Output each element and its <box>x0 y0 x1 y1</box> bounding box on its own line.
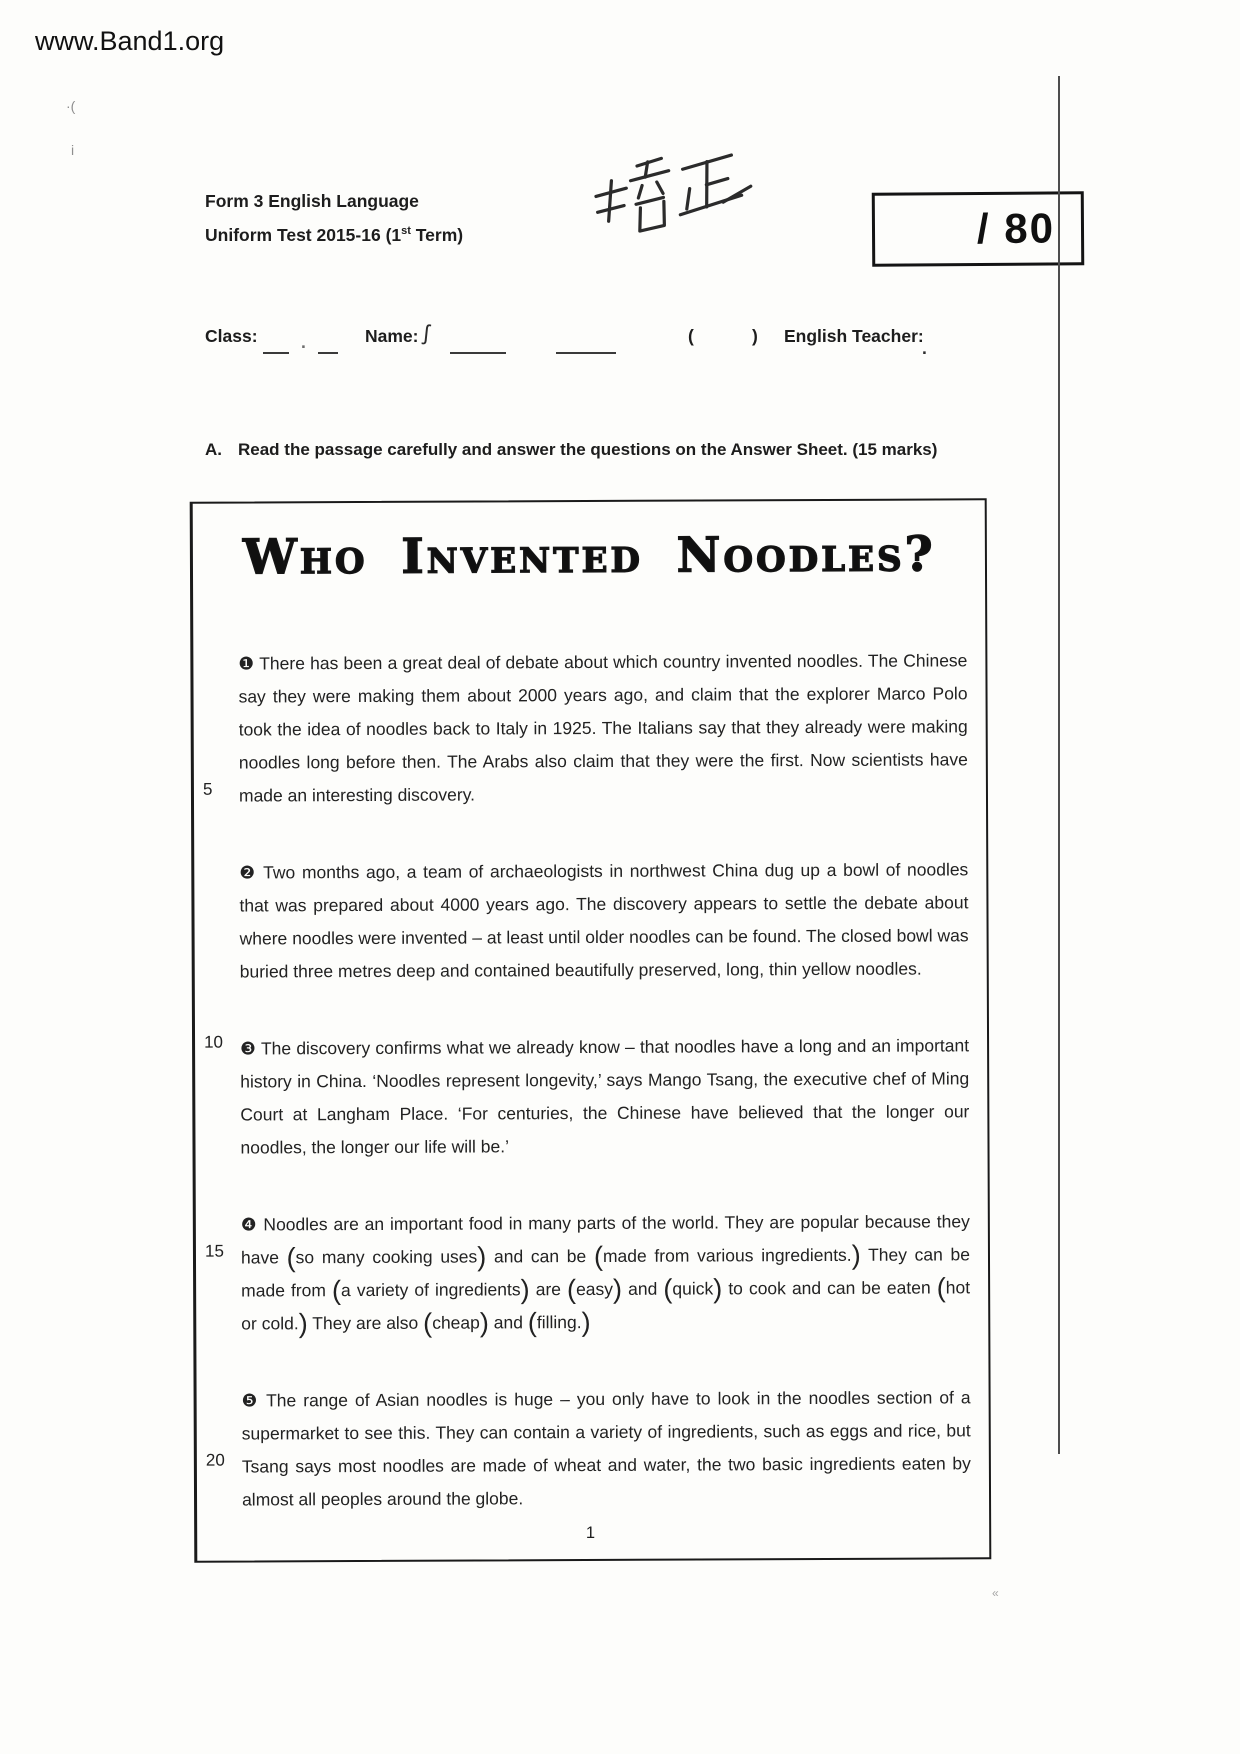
section-a-instruction <box>205 440 937 460</box>
scan-speck: . <box>301 332 306 352</box>
scan-speck: ·( <box>66 98 76 114</box>
class-number-bracket-close: ) <box>752 326 758 346</box>
form-title <box>205 186 463 250</box>
form-title-line2-text: Uniform Test 2015-16 (1 <box>205 224 402 245</box>
margin-line-number-20: 20 <box>205 1450 225 1470</box>
class-label: Class: <box>205 326 258 346</box>
class-blank-1 <box>263 352 289 354</box>
paragraph-text: ❺ The range of Asian noodles is huge – you only have to look in the noodles section of a supermarket to see this. They can contain a variety of ingredients, such as eggs and rice, but Tsang says most noodles are made of wheat and water, the two basic ingredients eaten by almost all peoples around the globe. <box>241 1387 971 1510</box>
page-number: 1 <box>585 1524 596 1542</box>
scan-edge-line <box>1058 76 1060 1454</box>
passage-paragraph-5 <box>205 1381 972 1516</box>
score-box <box>872 191 1085 266</box>
margin-line-number-5: 5 <box>202 779 213 799</box>
teacher-label: English Teacher: <box>784 326 924 346</box>
handwritten-chinese-annotation <box>592 150 762 255</box>
margin-line-number-10: 10 <box>204 1032 224 1052</box>
name-blank-2 <box>556 352 616 354</box>
section-letter: A. <box>205 440 222 459</box>
form-title-line1: Form 3 English Language <box>205 191 419 211</box>
scan-speck: « <box>992 1586 999 1600</box>
handwritten-teacher-dot: . <box>922 338 927 358</box>
score-total-text: / 80 <box>976 204 1056 253</box>
watermark-url: www.Band1.org <box>35 26 225 56</box>
scan-speck: i <box>71 142 75 158</box>
margin-line-number-15: 15 <box>204 1241 224 1261</box>
class-number-bracket-open: ( <box>688 326 694 346</box>
passage-paragraph-3 <box>204 1029 970 1164</box>
paragraph-text: ❶ There has been a great deal of debate about which country invented noodles. The Chinese say they were making them about 2000 years ago, and claim that the explorer Marco Polo took the idea of noodles back to Italy in 1925. The Italians say that they already were making noodles long before then. The Arabs also claim that they were the first. Now scientists have made an interesting discovery. <box>238 650 968 806</box>
passage-paragraph-2 <box>239 853 969 988</box>
paragraph-text: ❹ Noodles are an important food in many parts of the world. They are popular because they have (so many cooking uses) and can be (made from various ingredients.) They can be made from (a variety of ingredients) are (easy) and (quick) to cook and can be eaten (hot or cold.) They are also (cheap) and (filling.) <box>240 1211 971 1339</box>
passage-title: Who Invented Noodles? <box>242 526 936 586</box>
form-title-line2-suffix: Term) <box>410 224 464 245</box>
name-label: Name: <box>365 326 419 346</box>
passage-paragraph-4 <box>204 1205 971 1340</box>
passage-paragraph-1 <box>202 644 968 812</box>
handwritten-name-mark: ʃ <box>422 319 431 346</box>
class-blank-2 <box>318 352 338 354</box>
paragraph-text: ❸ The discovery confirms what we already know – that noodles have a long and an important history in China. ‘Noodles represent longevity,’ says Mango Tsang, the executive chef of Ming Court at Langham Place. ‘For centuries, the Chinese have believed that the longer our noodles, the longer our life will be.’ <box>240 1035 970 1158</box>
form-title-line2 <box>205 216 463 250</box>
reading-passage-box <box>190 498 992 1562</box>
student-info-row <box>0 318 1240 368</box>
name-blank-1 <box>450 352 506 354</box>
instruction-text: Read the passage carefully and answer the questions on the Answer Sheet. (15 marks) <box>238 440 938 459</box>
paragraph-text: ❷ Two months ago, a team of archaeologists in northwest China dug up a bowl of noodles that was prepared about 4000 years ago. The discovery appears to settle the debate about where noodles were invented – at least until older noodles can be found. The closed bowl was buried three metres deep and contained beautifully preserved, long, thin yellow noodles. <box>239 859 969 982</box>
ordinal-superscript: st <box>401 225 411 237</box>
